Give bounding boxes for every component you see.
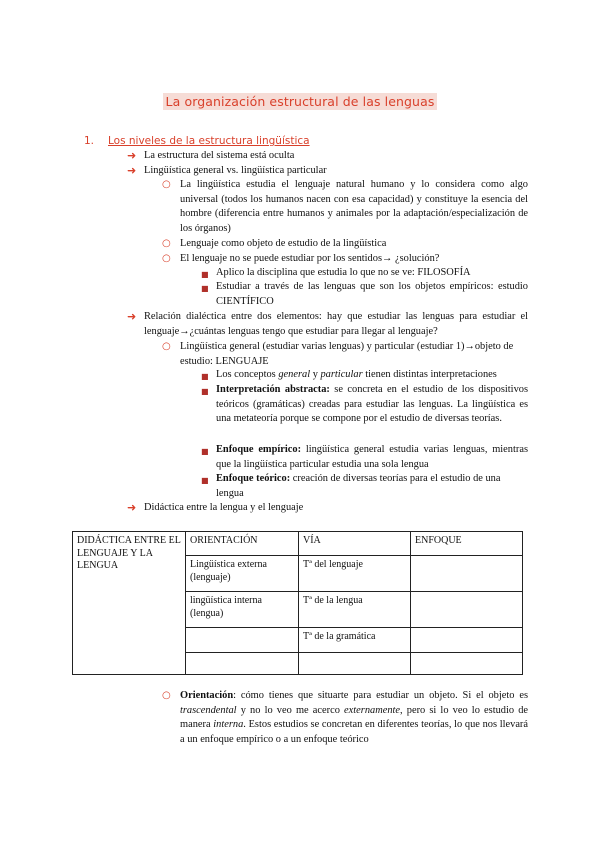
text-run: , pero si lo veo lo estudio de manera — [180, 704, 528, 730]
square-bullet-icon: ■ — [201, 372, 209, 381]
arrow-icon: ➜ — [127, 501, 137, 514]
page-title: La organización estructural de las lenguas — [163, 93, 438, 110]
list-item: Relación dialéctica entre dos elementos: hay que estudiar las lenguas para estudiar el lenguaje→¿cuántas lenguas tengo que estudiar para llegar al lenguaje? — [144, 311, 528, 337]
square-bullet-icon: ■ — [201, 387, 209, 396]
table-cell — [411, 556, 523, 592]
term-label: Orientación — [180, 690, 234, 701]
table-row — [73, 532, 523, 556]
text-emphasis: general — [278, 369, 311, 380]
list-item — [216, 443, 528, 472]
list-item: Lingüística general vs. lingüística particular — [144, 165, 327, 176]
term-label: Enfoque teórico: — [216, 473, 291, 484]
table-cell — [411, 592, 523, 628]
table-cell: lingüística interna (lengua) — [186, 592, 299, 628]
table-cell — [186, 653, 299, 675]
arrow-icon: ➜ — [127, 149, 137, 162]
arrow-icon: ➜ — [127, 310, 137, 323]
table-cell: Tª de la lengua — [299, 592, 411, 628]
list-item: El lenguaje no se puede estudiar por los sentidos→ ¿solución? — [180, 253, 440, 264]
table-header: VÍA — [299, 532, 411, 556]
circle-bullet-icon: ○ — [162, 179, 171, 190]
didactic-table — [72, 531, 523, 675]
circle-bullet-icon: ○ — [162, 238, 171, 249]
table-cell: Lingüística externa (lenguaje) — [186, 556, 299, 592]
list-item: La lingüística estudia el lenguaje natural humano y lo considera como algo universal (todos los humanos nacen con esa capacidad) y constituye la esencia del hombre (diferencia entre humanos y animales por la adaptación/especialización de los órganos) — [180, 179, 528, 234]
square-bullet-icon: ■ — [201, 270, 209, 279]
section-number: 1. — [84, 135, 95, 147]
text-emphasis: interna — [213, 719, 244, 730]
list-item: Lenguaje como objeto de estudio de la lingüística — [180, 238, 387, 249]
text-emphasis: particular — [320, 369, 363, 380]
table-cell: Tª del lenguaje — [299, 556, 411, 592]
square-bullet-icon: ■ — [201, 476, 209, 485]
list-item: Aplico la disciplina que estudia lo que no se ve: FILOSOFÍA — [216, 267, 471, 278]
text-run: . Estos estudios se concretan en diferentes teorías, lo que nos llevará a un enfoque empírico o a un enfoque teórico — [180, 719, 529, 745]
text-run: y — [310, 369, 321, 380]
table-cell: Tª de la gramática — [299, 628, 411, 653]
text-run: : cómo tienes que situarte para estudiar un objeto. Si el objeto es — [233, 690, 528, 701]
circle-bullet-icon: ○ — [162, 690, 171, 701]
circle-bullet-icon: ○ — [162, 341, 171, 352]
table-cell — [411, 628, 523, 653]
list-item: La estructura del sistema está oculta — [144, 150, 295, 161]
text-run: Los conceptos — [216, 369, 279, 380]
circle-bullet-icon: ○ — [162, 253, 171, 264]
term-text: creación de diversas teorías para el estudio de una lengua — [216, 473, 501, 499]
arrow-icon: ➜ — [127, 164, 137, 177]
list-item — [216, 472, 528, 501]
term-text: lingüística general estudia varias lenguas, mientras que la lingüística particular estudia una sola lengua — [216, 444, 528, 470]
title-container — [0, 93, 600, 111]
section-title: Los niveles de la estructura lingüística — [108, 135, 310, 147]
list-item: Lingüística general (estudiar varias lenguas) y particular (estudiar 1)→objeto de estudio: LENGUAJE — [180, 341, 514, 367]
text-emphasis: trascendental — [180, 704, 237, 716]
table-header: ORIENTACIÓN — [186, 532, 299, 556]
orientation-note — [180, 689, 528, 747]
table-cell — [186, 628, 299, 653]
table-cell — [411, 653, 523, 675]
term-label: Enfoque empírico: — [216, 444, 302, 455]
text-run: y no lo veo me acerco — [236, 704, 345, 716]
list-item: Estudiar a través de las lenguas que son los objetos empíricos: estudio CIENTÍFICO — [216, 281, 528, 307]
list-item — [216, 368, 528, 383]
text-emphasis: externamente — [344, 704, 401, 716]
table-cell — [299, 653, 411, 675]
table-header: ENFOQUE — [411, 532, 523, 556]
list-item: Didáctica entre la lengua y el lenguaje — [144, 502, 304, 513]
text-run: tienen distintas interpretaciones — [362, 369, 497, 380]
square-bullet-icon: ■ — [201, 284, 209, 293]
square-bullet-icon: ■ — [201, 447, 209, 456]
list-item — [216, 383, 528, 427]
term-text: se concreta en el estudio de los dispositivos teóricos (gramáticas) creadas para estudiar las lenguas. La lingüística es una metateoría porque se compone por el estudio de diversas teorías. — [216, 384, 529, 424]
term-label: Interpretación abstracta: — [216, 384, 330, 395]
table-corner-cell: DIDÁCTICA ENTRE EL LENGUAJE Y LA LENGUA — [73, 532, 186, 675]
